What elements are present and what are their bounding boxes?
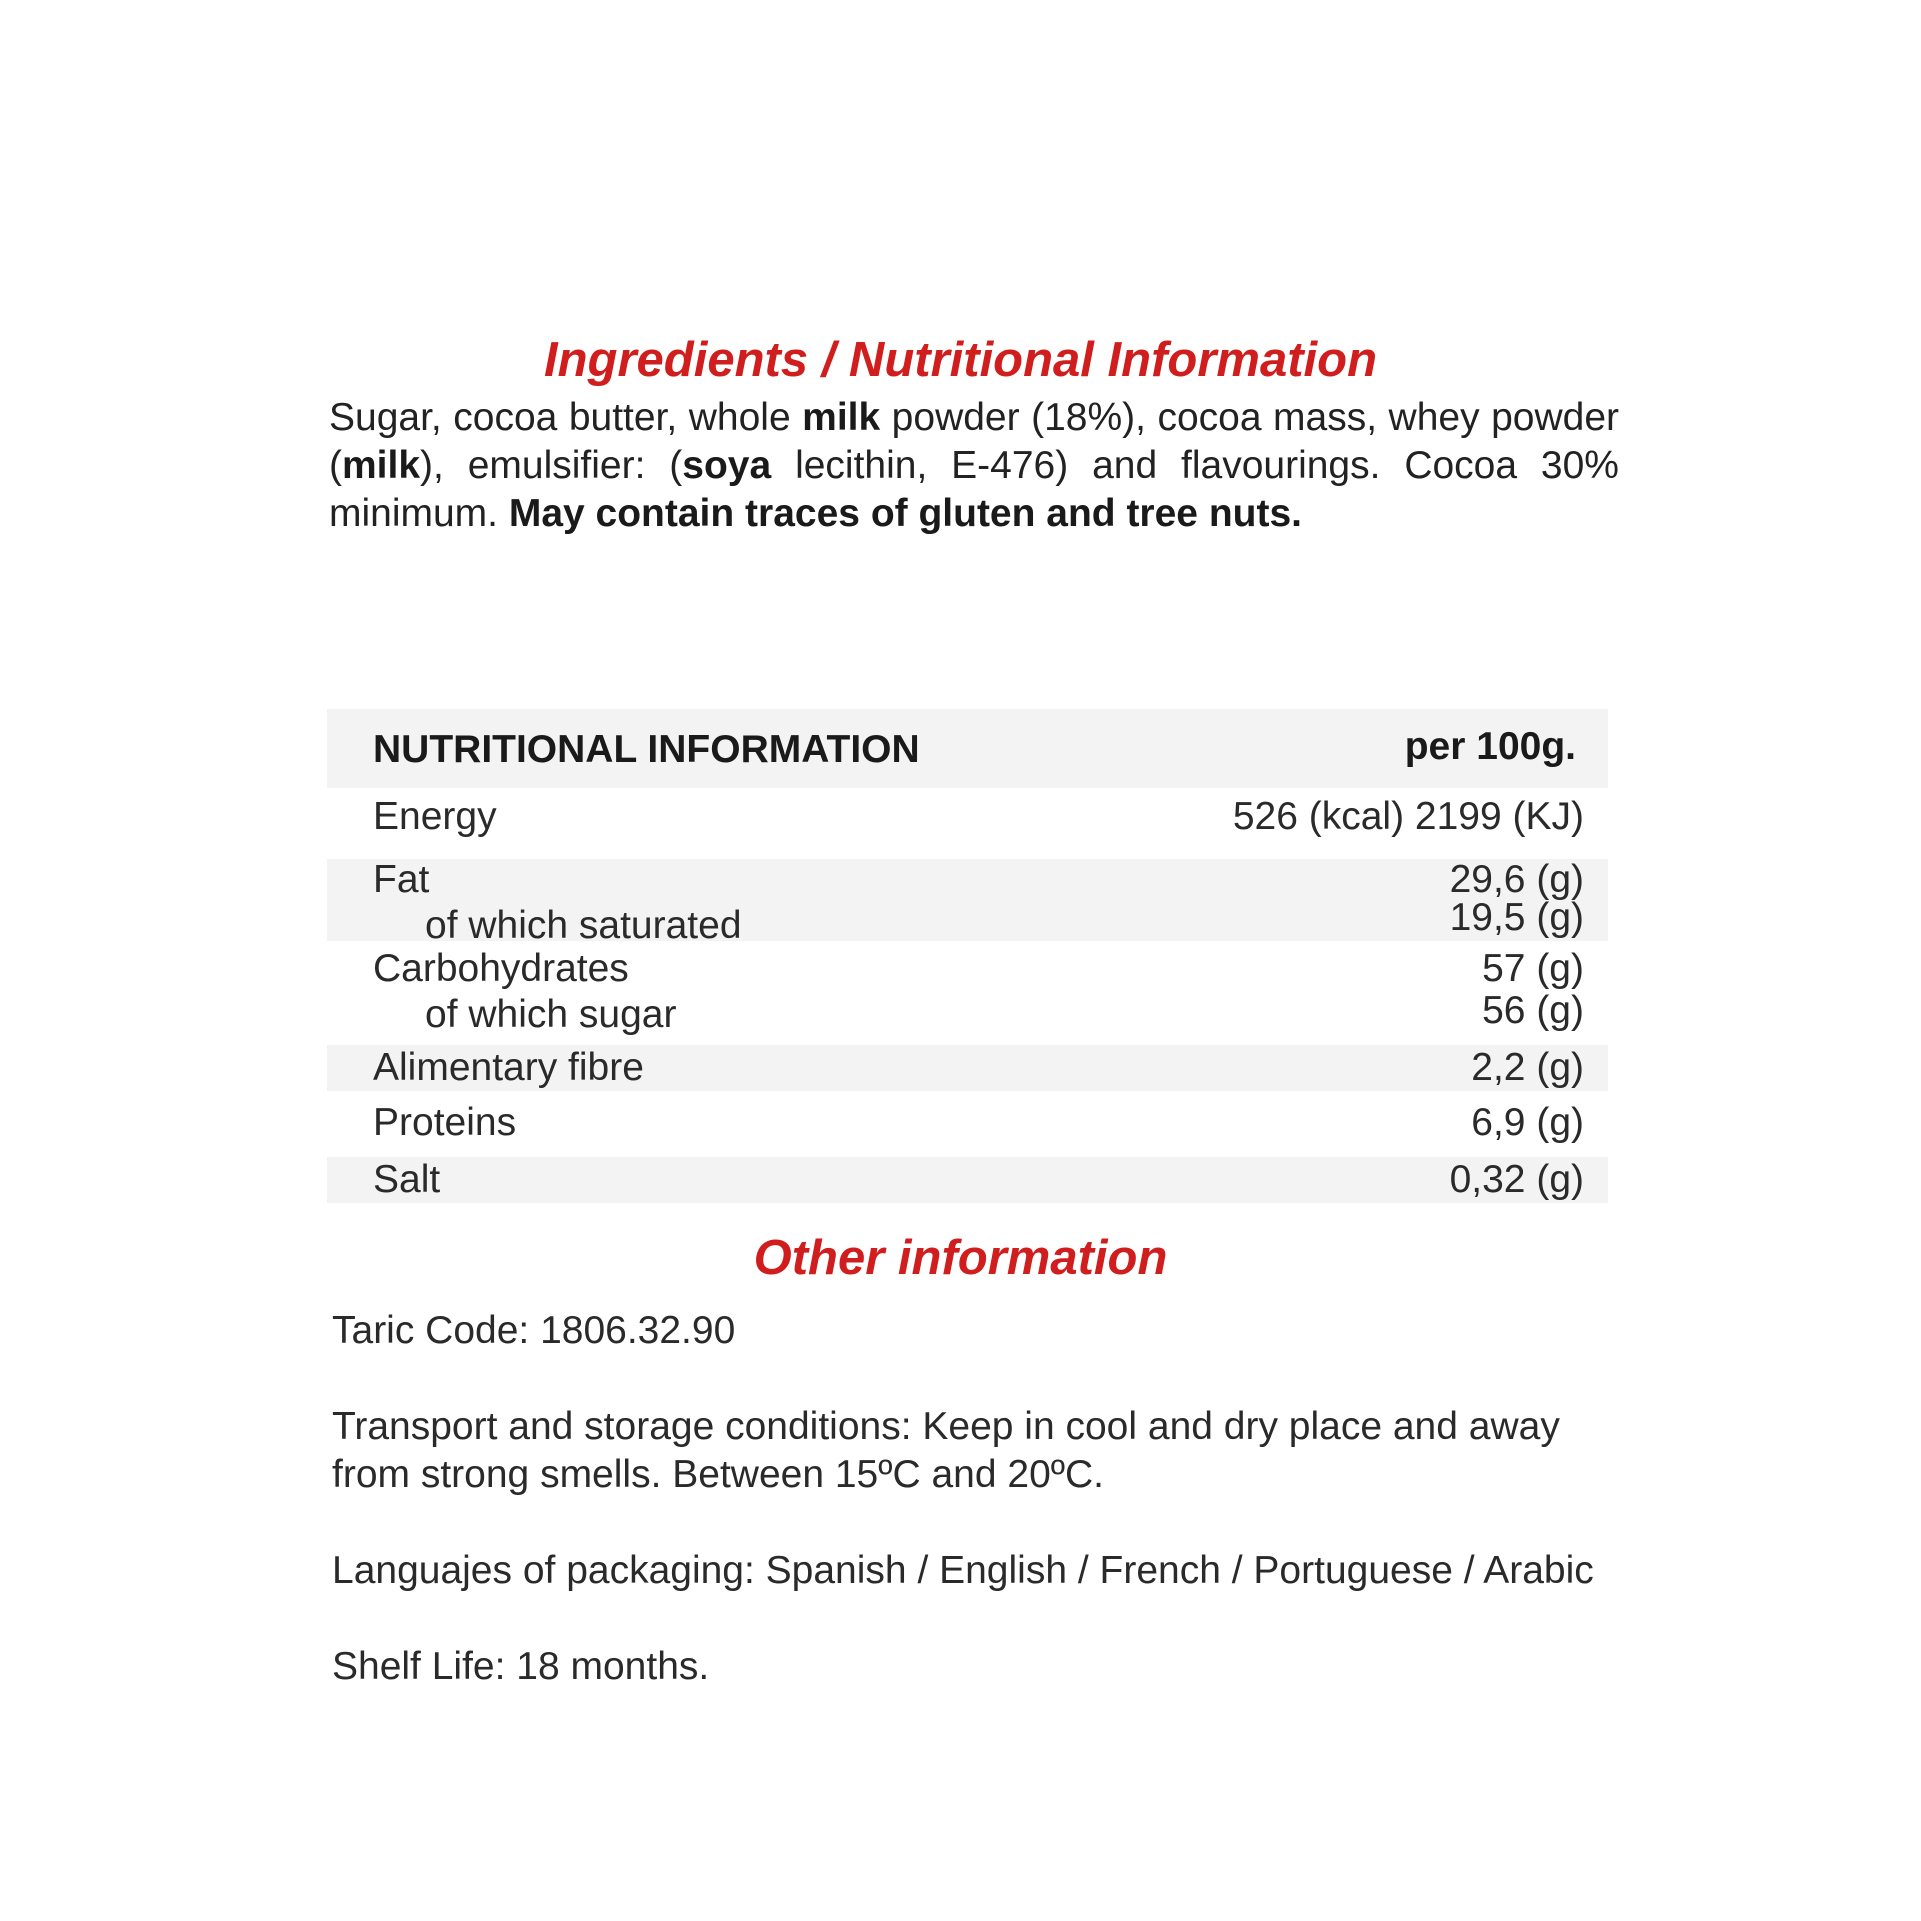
- ingredients-text-part: powder (18%), cocoa mass, whey powder (: [329, 396, 1619, 487]
- packaging-languages: Languajes of packaging: Spanish / English / French / Portuguese / Arabic: [332, 1549, 1594, 1592]
- table-row: [327, 1101, 1608, 1145]
- nutrient-value: 6,9 (g): [1471, 1101, 1584, 1144]
- nutrient-value: 56 (g): [1482, 989, 1584, 1032]
- nutrient-value: 526 (kcal) 2199 (KJ): [1232, 795, 1584, 838]
- table-row: [327, 858, 1608, 900]
- ingredients-text-part: lecithin, E-476) and flavourings. Cocoa 30% minimum.: [329, 444, 1619, 535]
- nutrient-name: Carbohydrates: [373, 947, 629, 990]
- allergen-milk: milk: [342, 444, 421, 487]
- ingredients-heading: Ingredients / Nutritional Information: [544, 333, 1377, 387]
- table-row: [327, 1158, 1608, 1202]
- table-row: [327, 989, 1608, 1036]
- table-row: [327, 1046, 1608, 1090]
- table-row: [327, 795, 1608, 839]
- nutrient-name: Fat: [373, 858, 430, 901]
- nutrient-name: of which saturated: [425, 904, 742, 947]
- nutrient-name: of which sugar: [425, 993, 677, 1036]
- nutrition-row-fat: [327, 858, 1608, 947]
- allergen-soya: soya: [682, 444, 772, 487]
- nutrition-table: [327, 709, 1608, 1201]
- ingredients-text: [329, 394, 1619, 538]
- nutrient-value: 29,6 (g): [1449, 858, 1584, 901]
- ingredients-text-part: Sugar, cocoa butter, whole: [329, 396, 803, 439]
- nutrient-name: Alimentary fibre: [373, 1046, 644, 1089]
- nutrition-row-carbohydrates: [327, 947, 1608, 1036]
- nutrient-value: 19,5 (g): [1449, 896, 1584, 939]
- nutrient-name: Energy: [373, 795, 497, 838]
- allergen-warning: May contain traces of gluten and tree nuts.: [508, 492, 1302, 535]
- nutrition-header-per: per 100g.: [1404, 725, 1576, 768]
- nutrition-table-header: [327, 709, 1608, 788]
- transport-conditions: Transport and storage conditions: Keep in cool and dry place and away from strong smells. Between 15ºC and 20ºC.: [332, 1405, 1560, 1496]
- nutrition-row-proteins: [327, 1101, 1608, 1145]
- shelf-life: Shelf Life: 18 months.: [332, 1645, 710, 1688]
- other-information-heading: Other information: [753, 1231, 1168, 1285]
- table-row: [327, 947, 1608, 989]
- nutrition-row-energy: [327, 795, 1608, 839]
- nutrient-name: Proteins: [373, 1101, 517, 1144]
- nutrition-row-fibre: [327, 1045, 1608, 1091]
- nutrient-name: Salt: [373, 1158, 441, 1201]
- nutrient-value: 2,2 (g): [1471, 1046, 1584, 1089]
- nutrient-value: 57 (g): [1482, 947, 1584, 990]
- table-row: [327, 896, 1608, 947]
- nutrition-header-label: NUTRITIONAL INFORMATION: [373, 728, 920, 771]
- nutrition-row-salt: [327, 1157, 1608, 1203]
- taric-code: Taric Code: 1806.32.90: [332, 1309, 736, 1352]
- nutrient-value: 0,32 (g): [1449, 1158, 1584, 1201]
- allergen-milk: milk: [802, 396, 881, 439]
- ingredients-text-part: ), emulsifier: (: [420, 444, 683, 487]
